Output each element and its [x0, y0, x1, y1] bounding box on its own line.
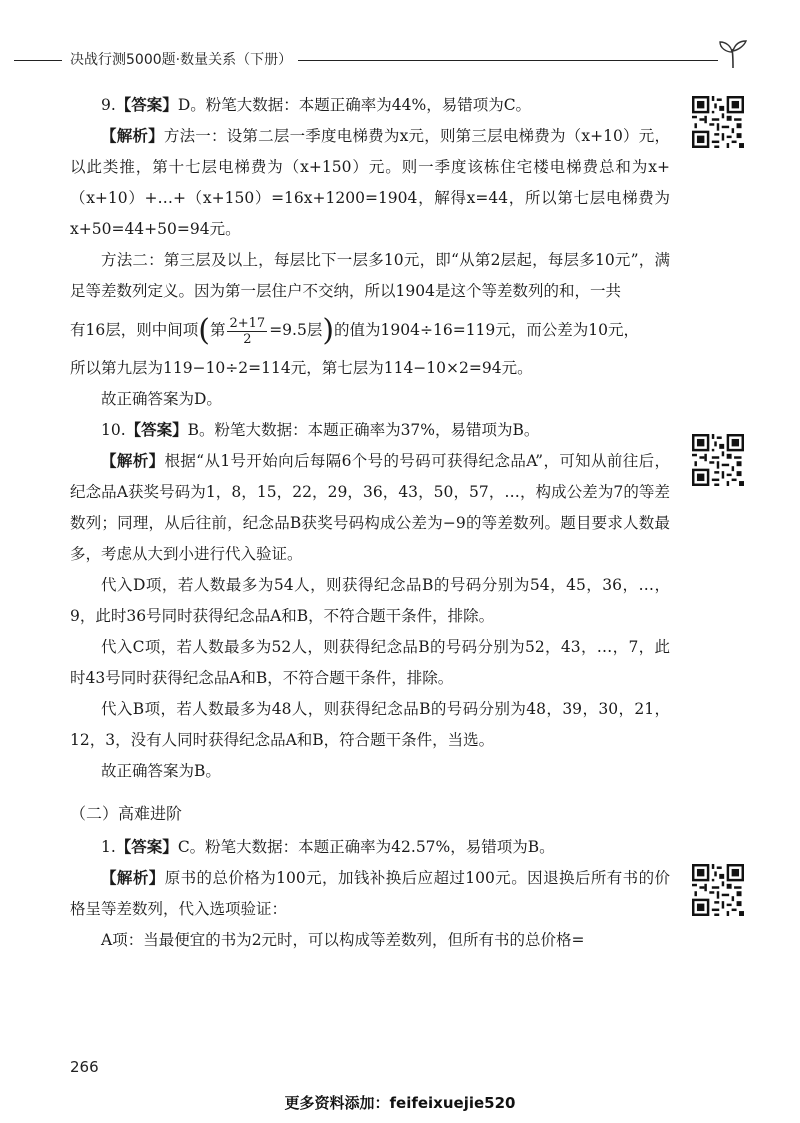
q1-option-a: A项：当最便宜的书为2元时，可以构成等差数列，但所有书的总价格= [101, 931, 585, 949]
q9-method2-fraction-line: 有16层，则中间项(第 $\frac{2+17}{2}$ =9.5层)的值为1904÷16=119元，而公差为10元， [70, 313, 639, 348]
q10-conclusion: 故正确答案为B。 [101, 762, 221, 780]
q10-option-d: 代入D项，若人数最多为54人，则获得纪念品B的号码分别为54，45，36，…，9，此时36号同时获得纪念品A和B，不符合题干条件，排除。 [70, 576, 670, 625]
q9-conclusion: 故正确答案为D。 [101, 390, 222, 408]
sprout-icon [716, 40, 750, 70]
section-title: （二）高难进阶 [70, 804, 183, 823]
q9-answer: 9.【答案】D。粉笔大数据：本题正确率为44%，易错项为C。 [101, 96, 532, 114]
running-header [0, 40, 800, 80]
qr-code-icon [692, 864, 744, 916]
page-number: 266 [70, 1058, 99, 1076]
footer-note: 更多资料添加：feifeixuejie520 [284, 1094, 516, 1112]
qr-code-icon [692, 96, 744, 148]
fraction: $\frac{2+17}{2}$ [229, 315, 266, 347]
q9-analysis: 【解析】方法一：设第二层一季度电梯费为x元，则第三层电梯费为（x+10）元，以此类推，第十七层电梯费为（x+150）元。则一季度该栋住宅楼电梯费总和为x+（x+10）+…+（x+150）=16x+1200=1904，解得x=44，所以第七层电梯费为x+50=44+50=94元。 [70, 127, 670, 238]
q1-analysis: 【解析】原书的总价格为100元，加钱补换后应超过100元。因退换后所有书的价格呈等差数列，代入选项验证： [70, 869, 670, 918]
header-rule-right [298, 60, 718, 61]
q10-option-b: 代入B项，若人数最多为48人，则获得纪念品B的号码分别为48，39，30，21，12，3，没有人同时获得纪念品A和B，符合题干条件，当选。 [70, 700, 670, 749]
header-rule-left [14, 60, 62, 61]
qr-code-icon [692, 434, 744, 486]
q10-analysis: 【解析】根据“从1号开始向后每隔6个号的号码可获得纪念品A”，可知从前往后，纪念品A获奖号码为1，8，15，22，29，36，43，50，57，…，构成公差为7的等差数列；同理，从后往前，纪念品B获奖号码构成公差为−9的等差数列。题目要求人数最多，考虑从大到小进行代入验证。 [70, 452, 670, 563]
page-content [70, 90, 670, 956]
q10-answer: 10.【答案】B。粉笔大数据：本题正确率为37%，易错项为B。 [101, 421, 540, 439]
q9-method2: 方法二：第三层及以上，每层比下一层多10元，即“从第2层起，每层多10元”，满足等差数列定义。因为第一层住户不交纳，所以1904是这个等差数列的和，一共 [70, 251, 670, 300]
q9-method2-end: 所以第九层为119−10÷2=114元，第七层为114−10×2=94元。 [70, 359, 533, 377]
q1-answer: 1.【答案】C。粉笔大数据：本题正确率为42.57%，易错项为B。 [101, 838, 555, 856]
header-title: 决战行测5000题·数量关系（下册） [70, 52, 293, 68]
q10-option-c: 代入C项，若人数最多为52人，则获得纪念品B的号码分别为52，43，…，7，此时43号同时获得纪念品A和B，不符合题干条件，排除。 [70, 638, 670, 687]
